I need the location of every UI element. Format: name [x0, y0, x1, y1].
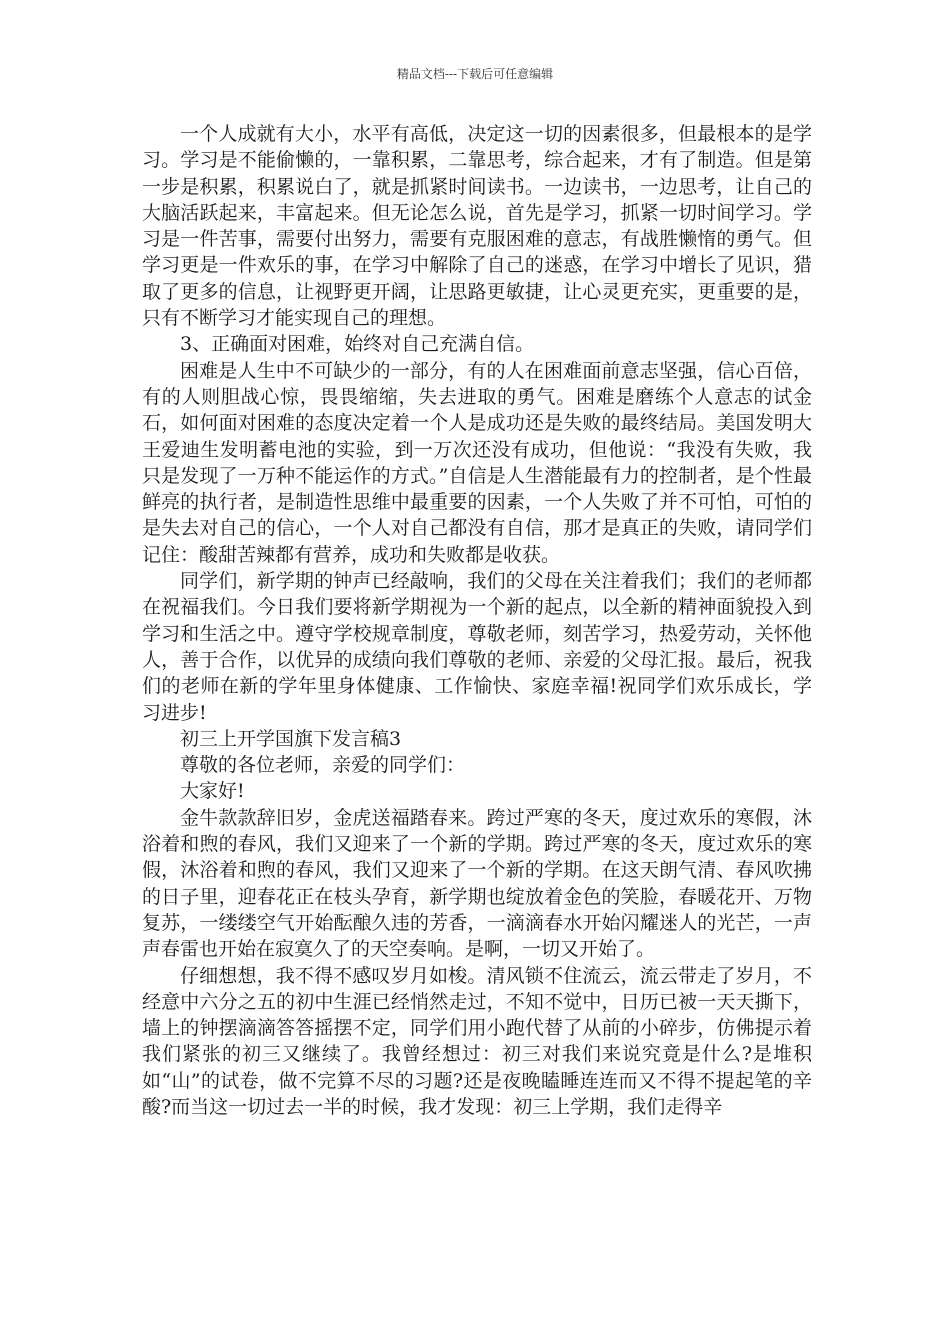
paragraph: 仔细想想，我不得不感叹岁月如梭。清风锁不住流云，流云带走了岁月，不经意中六分之五的初中生涯已经悄然走过，不知不觉中，日历已被一天天撕下，墙上的钟摆滴滴答答摇摆不定，同学们用小跑代替了从前的小碎步，仿佛提示着我们紧张的初三又继续了。我曾经想过：初三对我们来说究竟是什么?是堆积如“山”的试卷，做不完算不尽的习题?还是夜晚瞌睡连连而又不得不提起笔的辛酸?而当这一切过去一半的时候，我才发现：初三上学期，我们走得辛 — [142, 964, 812, 1118]
paragraph: 困难是人生中不可缺少的一部分，有的人在困难面前意志坚强，信心百倍，有的人则胆战心惊，畏畏缩缩，失去进取的勇气。困难是磨练个人意志的试金石，如何面对困难的态度决定着一个人是成功还是失败的最终结局。美国发明大王爱迪生发明蓄电池的实验，到一万次还没有成功，但他说：“我没有失败，我只是发现了一万种不能运作的方式。”自信是人生潜能最有力的控制者，是个性最鲜亮的执行者，是制造性思维中最重要的因素，一个人失败了并不可怕，可怕的是失去对自己的信心，一个人对自己都没有自信，那才是真正的失败，请同学们记住：酸甜苦辣都有营养，成功和失败都是收获。 — [142, 359, 812, 566]
paragraph: 一个人成就有大小，水平有高低，决定这一切的因素很多，但最根本的是学习。学习是不能偷懒的，一靠积累，二靠思考，综合起来，才有了制造。但是第一步是积累，积累说白了，就是抓紧时间读书。一边读书，一边思考，让自己的大脑活跃起来，丰富起来。但无论怎么说，首先是学习，抓紧一切时间学习。学习是一件苦事，需要付出努力，需要有克服困难的意志，有战胜懒惰的勇气。但学习更是一件欢乐的事，在学习中解除了自己的迷惑，在学习中增长了见识，猎取了更多的信息，让视野更开阔，让思路更敏捷，让心灵更充实，更重要的是，只有不断学习才能实现自己的理想。 — [142, 123, 812, 330]
paragraph: 同学们，新学期的钟声已经敲响，我们的父母在关注着我们；我们的老师都在祝福我们。今日我们要将新学期视为一个新的起点，以全新的精神面貌投入到学习和生活之中。遵守学校规章制度，尊敬老师，刻苦学习，热爱劳动，关怀他人，善于合作，以优异的成绩向我们尊敬的老师、亲爱的父母汇报。最后，祝我们的老师在新的学年里身体健康、工作愉快、家庭幸福!祝同学们欢乐成长，学习进步! — [142, 570, 812, 724]
paragraph: 金牛款款辞旧岁，金虎送福踏春来。跨过严寒的冬天，度过欢乐的寒假，沐浴着和煦的春风，我们又迎来了一个新的学期。跨过严寒的冬天，度过欢乐的寒假，沐浴着和煦的春风，我们又迎来了一个新的学期。在这天朗气清、春风吹拂的日子里，迎春花正在枝头孕育，新学期也绽放着金色的笑脸，春暖花开、万物复苏，一缕缕空气开始酝酿久违的芳香，一滴滴春水开始闪耀迷人的光芒，一声声春雷也开始在寂寞久了的天空奏响。是啊，一切又开始了。 — [142, 806, 812, 961]
greeting: 大家好! — [180, 780, 245, 803]
document-body — [142, 121, 812, 1120]
salutation: 尊敬的各位老师，亲爱的同学们： — [180, 754, 466, 777]
section-title: 初三上开学国旗下发言稿3 — [180, 727, 402, 750]
paragraph: 3、正确面对困难，始终对自己充满自信。 — [180, 333, 535, 356]
page-header: 精品文档---下载后可任意编辑 — [396, 67, 554, 81]
